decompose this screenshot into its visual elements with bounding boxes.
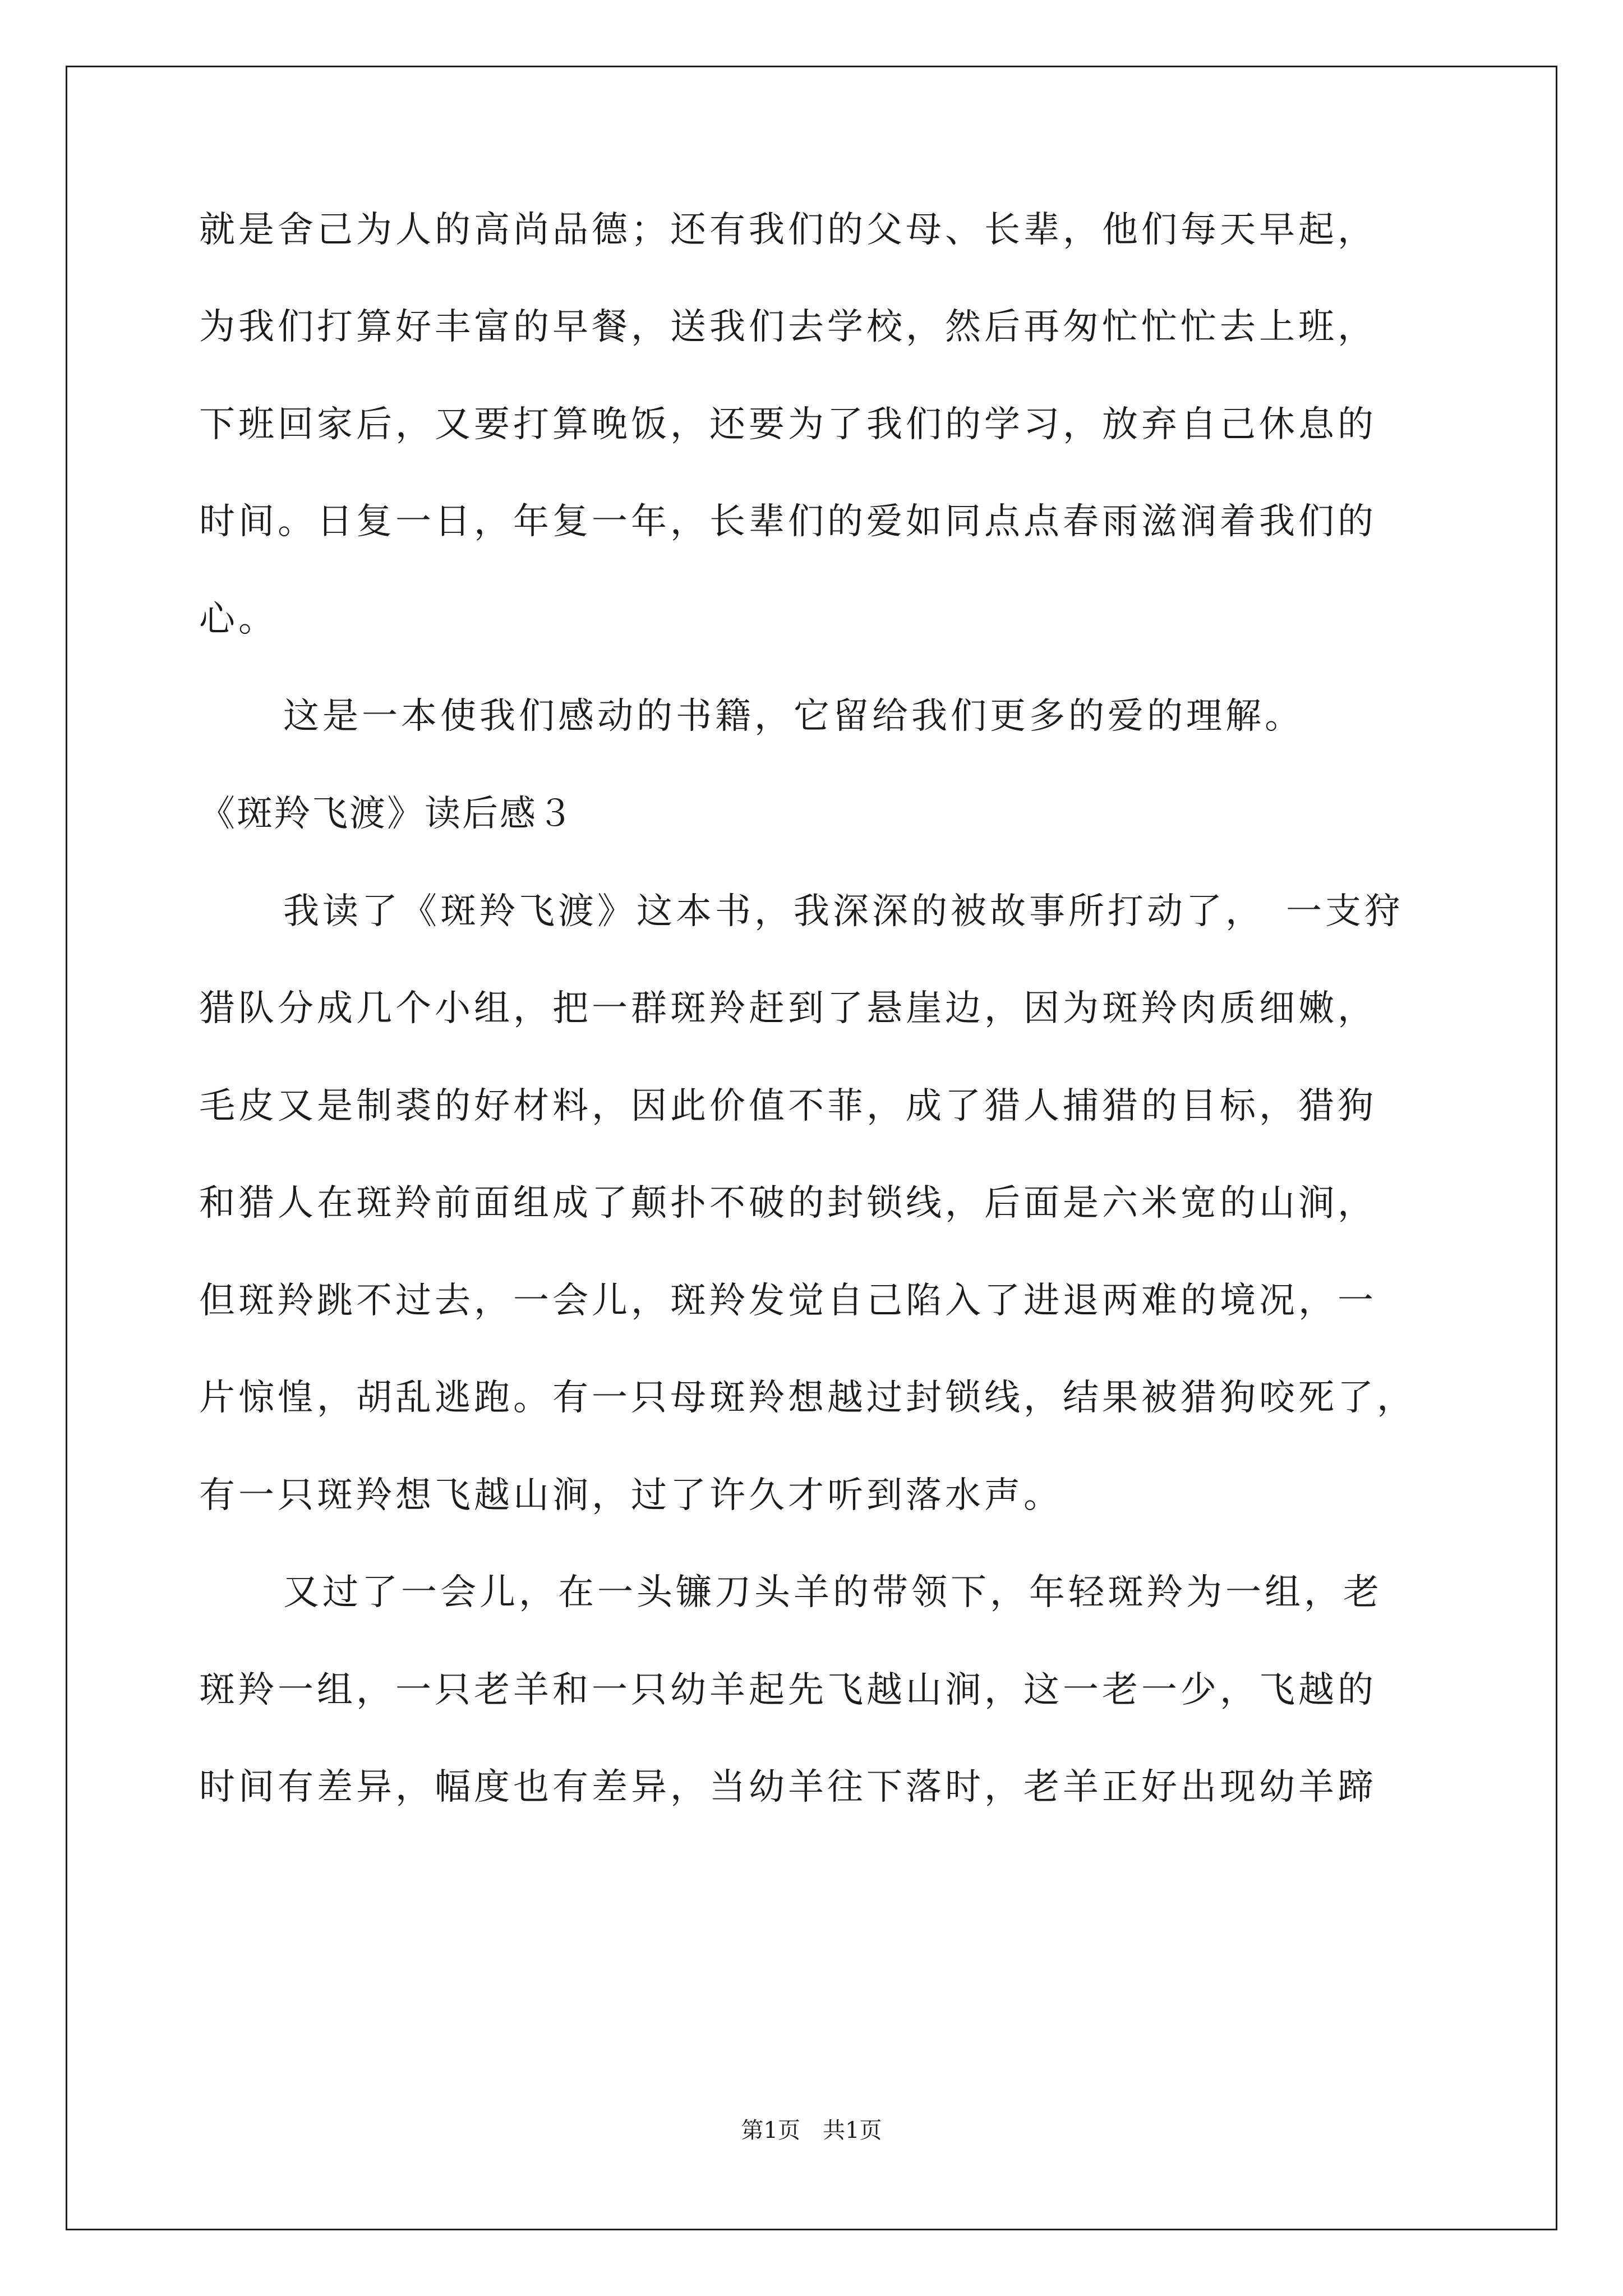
body-text-line: 时间。日复一日，年复一年，长辈们的爱如同点点春雨滋润着我们的	[199, 501, 1377, 542]
body-text-line: 片惊惶，胡乱逃跑。有一只母斑羚想越过封锁线，结果被猎狗咬死了，	[199, 1377, 1416, 1419]
body-text-line: 毛皮又是制裘的好材料，因此价值不菲，成了猎人捕猎的目标，猎狗	[199, 1085, 1377, 1127]
body-text-line: 为我们打算好丰富的早餐，送我们去学校，然后再匆忙忙忙去上班，	[199, 306, 1377, 348]
body-text-line: 心。	[199, 599, 278, 640]
body-text-line: 又过了一会儿，在一头镰刀头羊的带领下，年轻斑羚为一组，老	[283, 1572, 1382, 1613]
body-text-line: 和猎人在斑羚前面组成了颠扑不破的封锁线，后面是六米宽的山涧，	[199, 1182, 1377, 1224]
body-text-line: 但斑羚跳不过去，一会儿，斑羚发觉自己陷入了进退两难的境况，一	[199, 1280, 1377, 1322]
page-border	[66, 66, 1557, 2230]
body-text-line: 斑羚一组，一只老羊和一只幼羊起先飞越山涧，这一老一少，飞越的	[199, 1669, 1377, 1711]
body-text-line: 时间有差异，幅度也有差异，当幼羊往下落时，老羊正好出现幼羊蹄	[199, 1766, 1377, 1808]
body-text-line: 这是一本使我们感动的书籍，它留给我们更多的爱的理解。	[283, 696, 1304, 737]
page-number-footer: 第1页 共1页	[741, 2118, 882, 2143]
body-text-line: 猎队分成几个小组，把一群斑羚赶到了悬崖边，因为斑羚肉质细嫩，	[199, 988, 1377, 1029]
body-text-line: 就是舍己为人的高尚品德；还有我们的父母、长辈，他们每天早起，	[199, 209, 1377, 251]
section-heading: 《斑羚飞渡》读后感３	[199, 793, 575, 835]
body-text-line: 我读了《斑羚飞渡》这本书，我深深的被故事所打动了， 一支狩	[283, 891, 1404, 932]
body-text-line: 有一只斑羚想飞越山涧，过了许久才听到落水声。	[199, 1475, 1063, 1516]
body-text-line: 下班回家后，又要打算晚饭，还要为了我们的学习，放弃自己休息的	[199, 404, 1377, 445]
